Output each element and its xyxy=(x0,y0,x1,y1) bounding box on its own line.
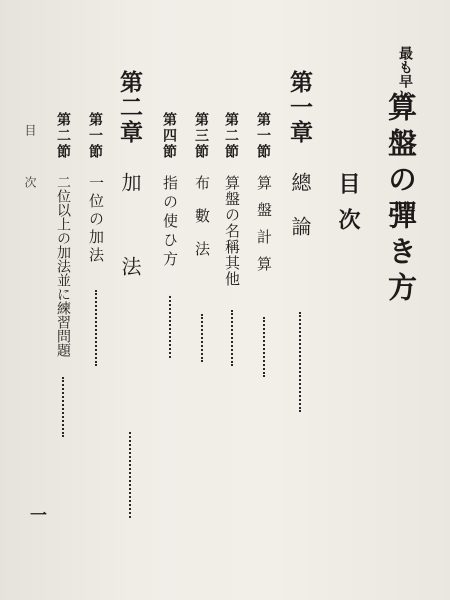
ch1-sec4-entry xyxy=(162,175,177,358)
chapter-2-title: 加法 xyxy=(118,172,142,340)
ch2-sec2-entry xyxy=(56,175,70,437)
ch2-sec1-entry xyxy=(88,175,103,366)
dot-leader xyxy=(299,312,301,412)
ch1-sec3-entry xyxy=(194,175,209,362)
dot-leader xyxy=(129,432,131,518)
ch1-sec3-title: 布數法 xyxy=(193,175,211,274)
book-title: 算盤の彈き方 xyxy=(384,92,418,308)
dot-leader xyxy=(201,314,203,362)
ch1-sec1-label: 第一節 xyxy=(255,112,271,160)
ch2-sec1-title: 一位の加法 xyxy=(87,175,105,265)
title-ruby: 最も早い xyxy=(397,46,413,102)
ch1-sec2-label: 第二節 xyxy=(223,112,239,160)
contents-heading: 目次 xyxy=(335,172,361,244)
ch2-sec1-label: 第一節 xyxy=(87,112,103,160)
ch1-sec4-label: 第四節 xyxy=(161,112,177,160)
dot-leader xyxy=(231,310,233,366)
ch2-sec2-title: 二位以上の加法並に練習問題 xyxy=(55,175,71,357)
dot-leader xyxy=(95,290,97,366)
ch1-sec2-entry xyxy=(224,175,239,366)
chapter-1-entry xyxy=(290,172,310,412)
dot-leader xyxy=(62,377,64,437)
ch1-sec3-label: 第三節 xyxy=(193,112,209,160)
chapter-2-label: 第二章 xyxy=(116,70,143,145)
ch1-sec2-title: 算盤の名稱其他 xyxy=(223,175,241,287)
ch1-sec1-title: 算盤計算 xyxy=(255,175,273,283)
dot-leader xyxy=(263,317,265,377)
dot-leader xyxy=(169,296,171,358)
page-number: 一 xyxy=(26,506,46,523)
ch1-sec1-entry xyxy=(256,175,271,377)
chapter-1-label: 第一章 xyxy=(286,70,313,145)
chapter-1-title: 總論 xyxy=(288,172,312,260)
ch1-sec4-title: 指の使ひ方 xyxy=(161,175,179,270)
show-through-text xyxy=(336,80,371,104)
chapter-2-entry xyxy=(120,172,140,518)
running-head: 目次 xyxy=(23,124,37,228)
ch2-sec2-label: 第二節 xyxy=(55,112,71,160)
